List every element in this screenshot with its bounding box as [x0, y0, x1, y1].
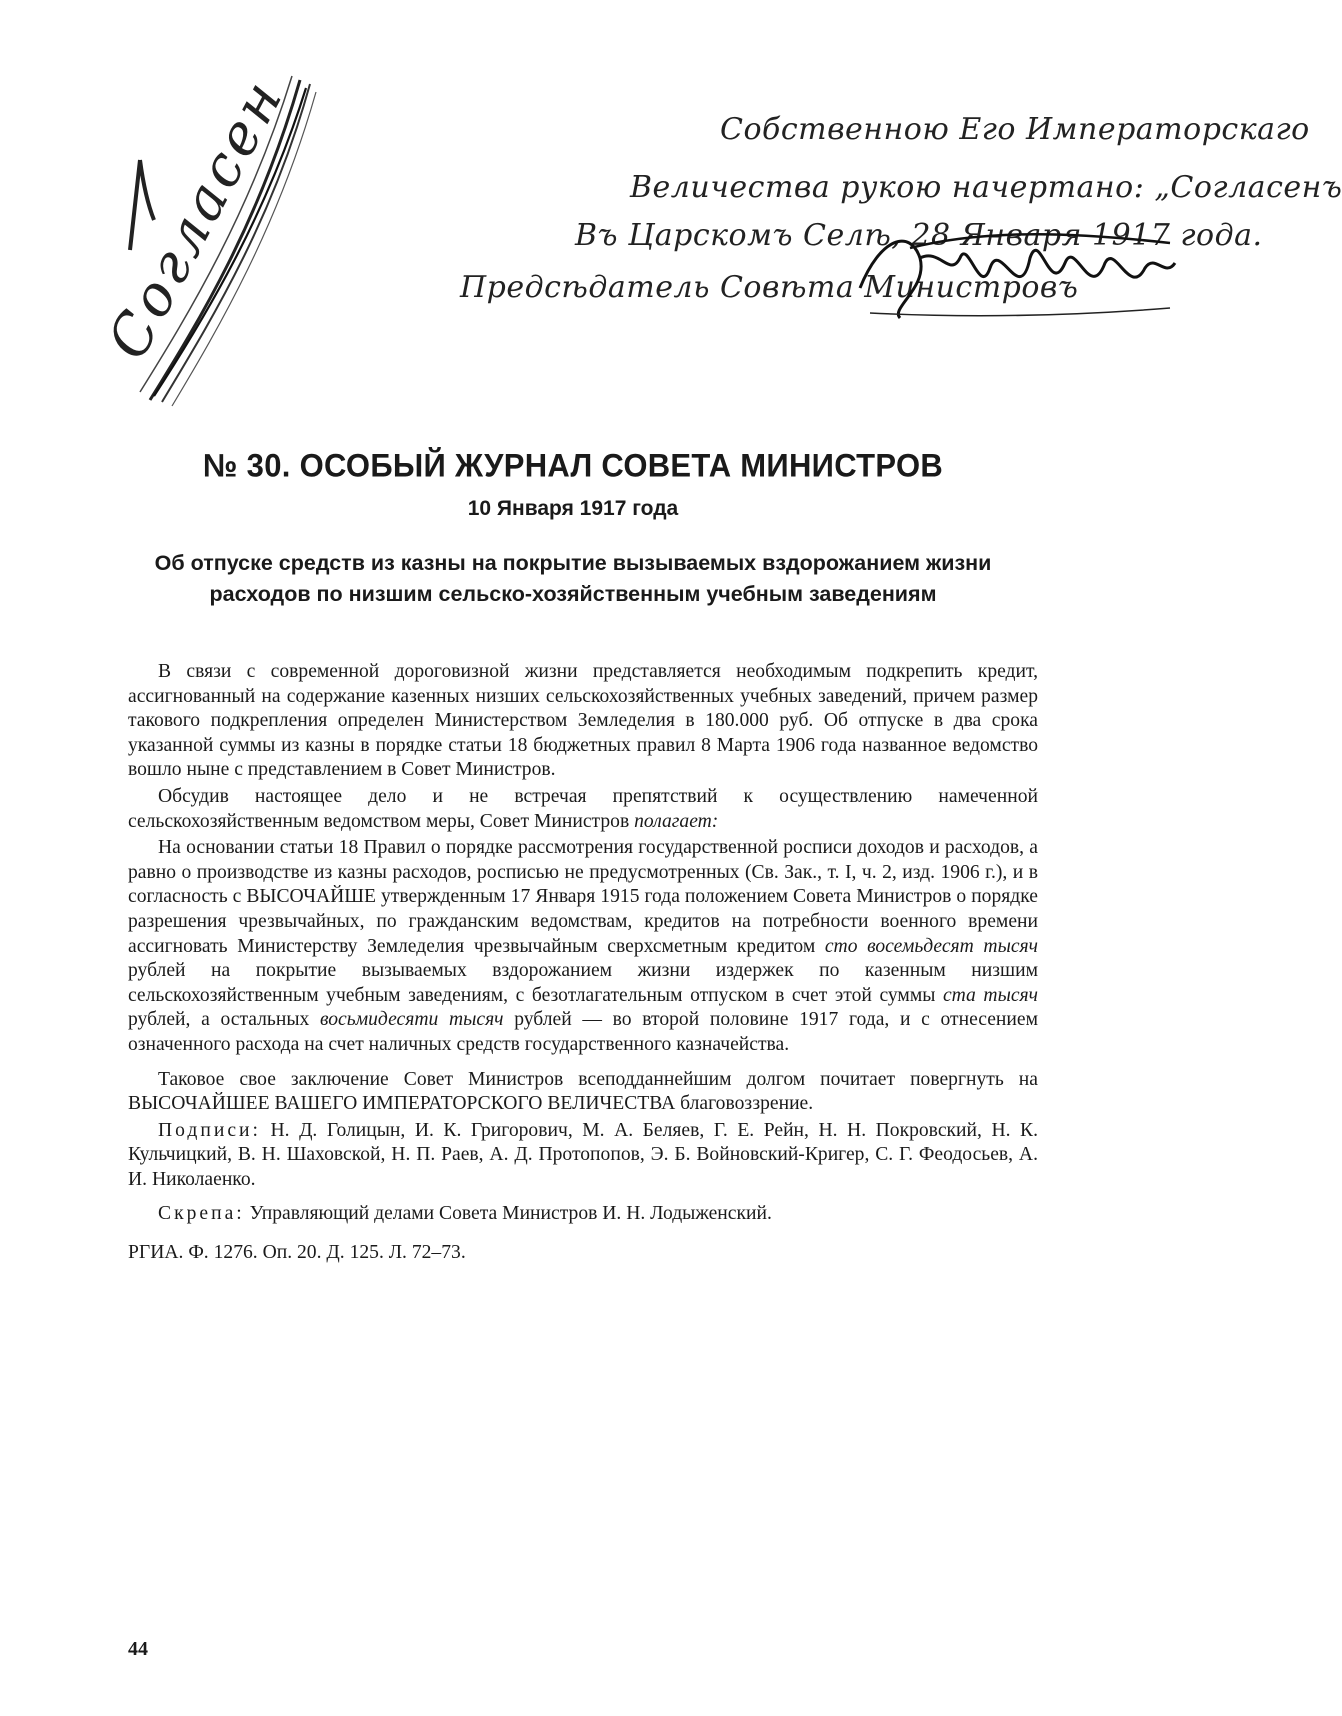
archive-source: РГИА. Ф. 1276. Оп. 20. Д. 125. Л. 72–73.: [128, 1242, 466, 1264]
paragraph-2: [128, 785, 1038, 834]
resolution-line-3: Въ Царскомъ Селѣ, 28 Января 1917 года.: [575, 218, 1263, 253]
signatures-paragraph: [128, 1119, 1038, 1193]
page-number: 44: [128, 1638, 148, 1660]
signatures-list: Н. Д. Голицын, И. К. Григорович, М. А. Беляев, Г. Е. Рейн, Н. Н. Покровский, Н. К. Кульчицкий, В. Н. Шаховской, Н. П. Раев, А. Д. Протопопов, Э. Б. Войновский-Кригер, С. Г. Феодосьев, А. И. Николаенко.: [128, 1119, 1038, 1190]
paragraph-3-part-e: рублей, а остальных: [128, 1009, 320, 1031]
document-title: № 30. ОСОБЫЙ ЖУРНАЛ СОВЕТА МИНИСТРОВ: [202, 447, 944, 484]
document-body: [128, 660, 1038, 1268]
paragraph-3-part-a: На основании статьи 18 Правил о порядке рассмотрения государственной росписи доходов и расходов, а равно о производстве из казны расходов, росписью не предусмотренных (Св. Зак., т. I, ч. 2, изд. 1906 г.), и в согласность с ВЫСОЧАЙШЕ утвержденным 17 Января 1915 года положением Совета Министров о порядке разрешения чрезвычайных, по гражданским ведомствам, кредитов на потребности военного времени ассигновать Министерству Земледелия чрезвычайным сверхсметным кредитом: [128, 837, 1038, 957]
paragraph-3-sum-first: ста тысяч: [942, 984, 1038, 1006]
signatures-label: Подписи:: [158, 1119, 261, 1141]
paragraph-2-verb: полагает:: [634, 810, 719, 832]
approval-word: Согласен: [95, 67, 298, 370]
resolution-line-1: Собственною Его Императорскаго: [720, 112, 1310, 147]
skrepa-text: Управляющий делами Совета Министров И. Н. Лодыженский.: [244, 1203, 772, 1225]
signature-drawing: [850, 218, 1180, 328]
paragraph-2-text: Обсудив настоящее дело и не встречая препятствий к осуществлению намеченной сельскохозяйственным ведомством меры, Совет Министров: [128, 785, 1038, 832]
handwritten-resolution: [95, 40, 1342, 430]
skrepa-paragraph: [128, 1202, 1038, 1227]
paragraph-3-part-c: рублей на покрытие вызываемых вздорожанием жизни издержек по казенным низшим сельскохозяйственным учебным заведениям, с безотлагательным отпуском в счет этой суммы: [128, 960, 1038, 1006]
paragraph-1: В связи с современной дороговизной жизни представляется необходимым подкрепить кредит, ассигнованный на содержание казенных низших сельскохозяйственных учебных заведений, причем размер такового подкрепления определен Министерством Земледелия в 180.000 руб. Об отпуске в два срока указанной суммы из казны в порядке статьи 18 бюджетных правил 8 Марта 1906 года названное ведомство вошло ныне с представлением в Совет Министров.: [128, 661, 1038, 781]
paragraph-4: Таковое свое заключение Совет Министров всеподданнейшим долгом почитает повергнуть на ВЫСОЧАЙШЕЕ ВАШЕГО ИМПЕРАТОРСКОГО ВЕЛИЧЕСТВА благовоззрение.: [128, 1068, 1038, 1115]
chairman-signature: [850, 218, 1180, 328]
resolution-line-2: Величества рукою начертано: „Согласенъ: [630, 170, 1342, 205]
paragraph-3: [128, 836, 1038, 1057]
resolution-line-4: Предсѣдатель Совѣта Министровъ: [460, 270, 1079, 305]
paragraph-3-sum-total: сто восемьдесят тысяч: [824, 935, 1038, 957]
document-subject: Об отпуске средств из казны на покрытие вызываемых вздорожанием жизни расходов по низшим сельско-хозяйственным учебным заведениям: [154, 551, 992, 606]
paragraph-3-sum-second: восьмидесяти тысяч: [319, 1009, 504, 1031]
paragraph-3-part-g: рублей — во второй половине 1917 года, и с отнесением означенного расхода на счет наличных средств государственного казначейства.: [128, 1009, 1038, 1055]
document-date: 10 Января 1917 года: [467, 497, 679, 520]
skrepa-label: Скрепа:: [158, 1203, 245, 1225]
